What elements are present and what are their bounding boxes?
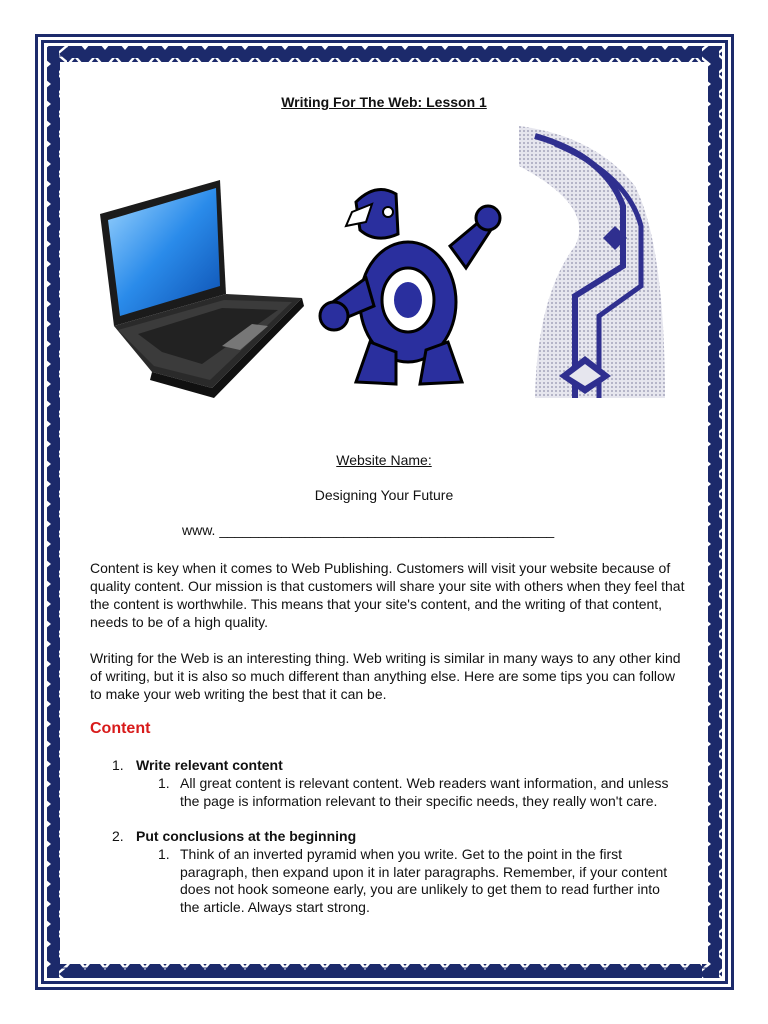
list-item-number: 1. bbox=[112, 757, 124, 773]
intro-paragraph: Content is key when it comes to Web Publishing. Customers will visit your website because of quality content. Our mission is that customers will share your site with others when they feel that the content is worthwhile. This means that your site's content, and the writing of that content, needs to be of a high quality. bbox=[90, 560, 685, 630]
list-item-number: 2. bbox=[112, 828, 124, 844]
website-name-label: Website Name: bbox=[336, 452, 432, 468]
list-item-title: Write relevant content bbox=[136, 757, 283, 773]
second-paragraph: Writing for the Web is an interesting thing. Web writing is similar in many ways to any other kind of writing, but it is also so much different than anything else. Here are some tips you can follow to make your web writing the best that it can be. bbox=[90, 650, 681, 702]
bear-illustration bbox=[316, 182, 502, 388]
sub-item-text: Think of an inverted pyramid when you write. Get to the point in the first paragraph, then expand upon it in later paragraphs. Remember, if your content does not hook someone early, you are unlikely to get them to read further into the article. Always start strong. bbox=[180, 846, 668, 915]
www-blank-line: www. ___________________________________________ bbox=[182, 522, 555, 538]
woven-path-illustration bbox=[515, 126, 675, 398]
section-heading-content: Content bbox=[90, 720, 151, 737]
list-item-title: Put conclusions at the beginning bbox=[136, 828, 357, 844]
laptop-illustration bbox=[92, 176, 307, 400]
website-name: Designing Your Future bbox=[314, 487, 454, 503]
page-title: Writing For The Web: Lesson 1 bbox=[281, 94, 487, 110]
sub-item-number: 1. bbox=[158, 775, 170, 791]
sub-item-text: All great content is relevant content. Web readers want information, and unless the page is information relevant to their specific needs, they really won't care. bbox=[180, 775, 669, 809]
sub-item-number: 1. bbox=[158, 846, 170, 862]
